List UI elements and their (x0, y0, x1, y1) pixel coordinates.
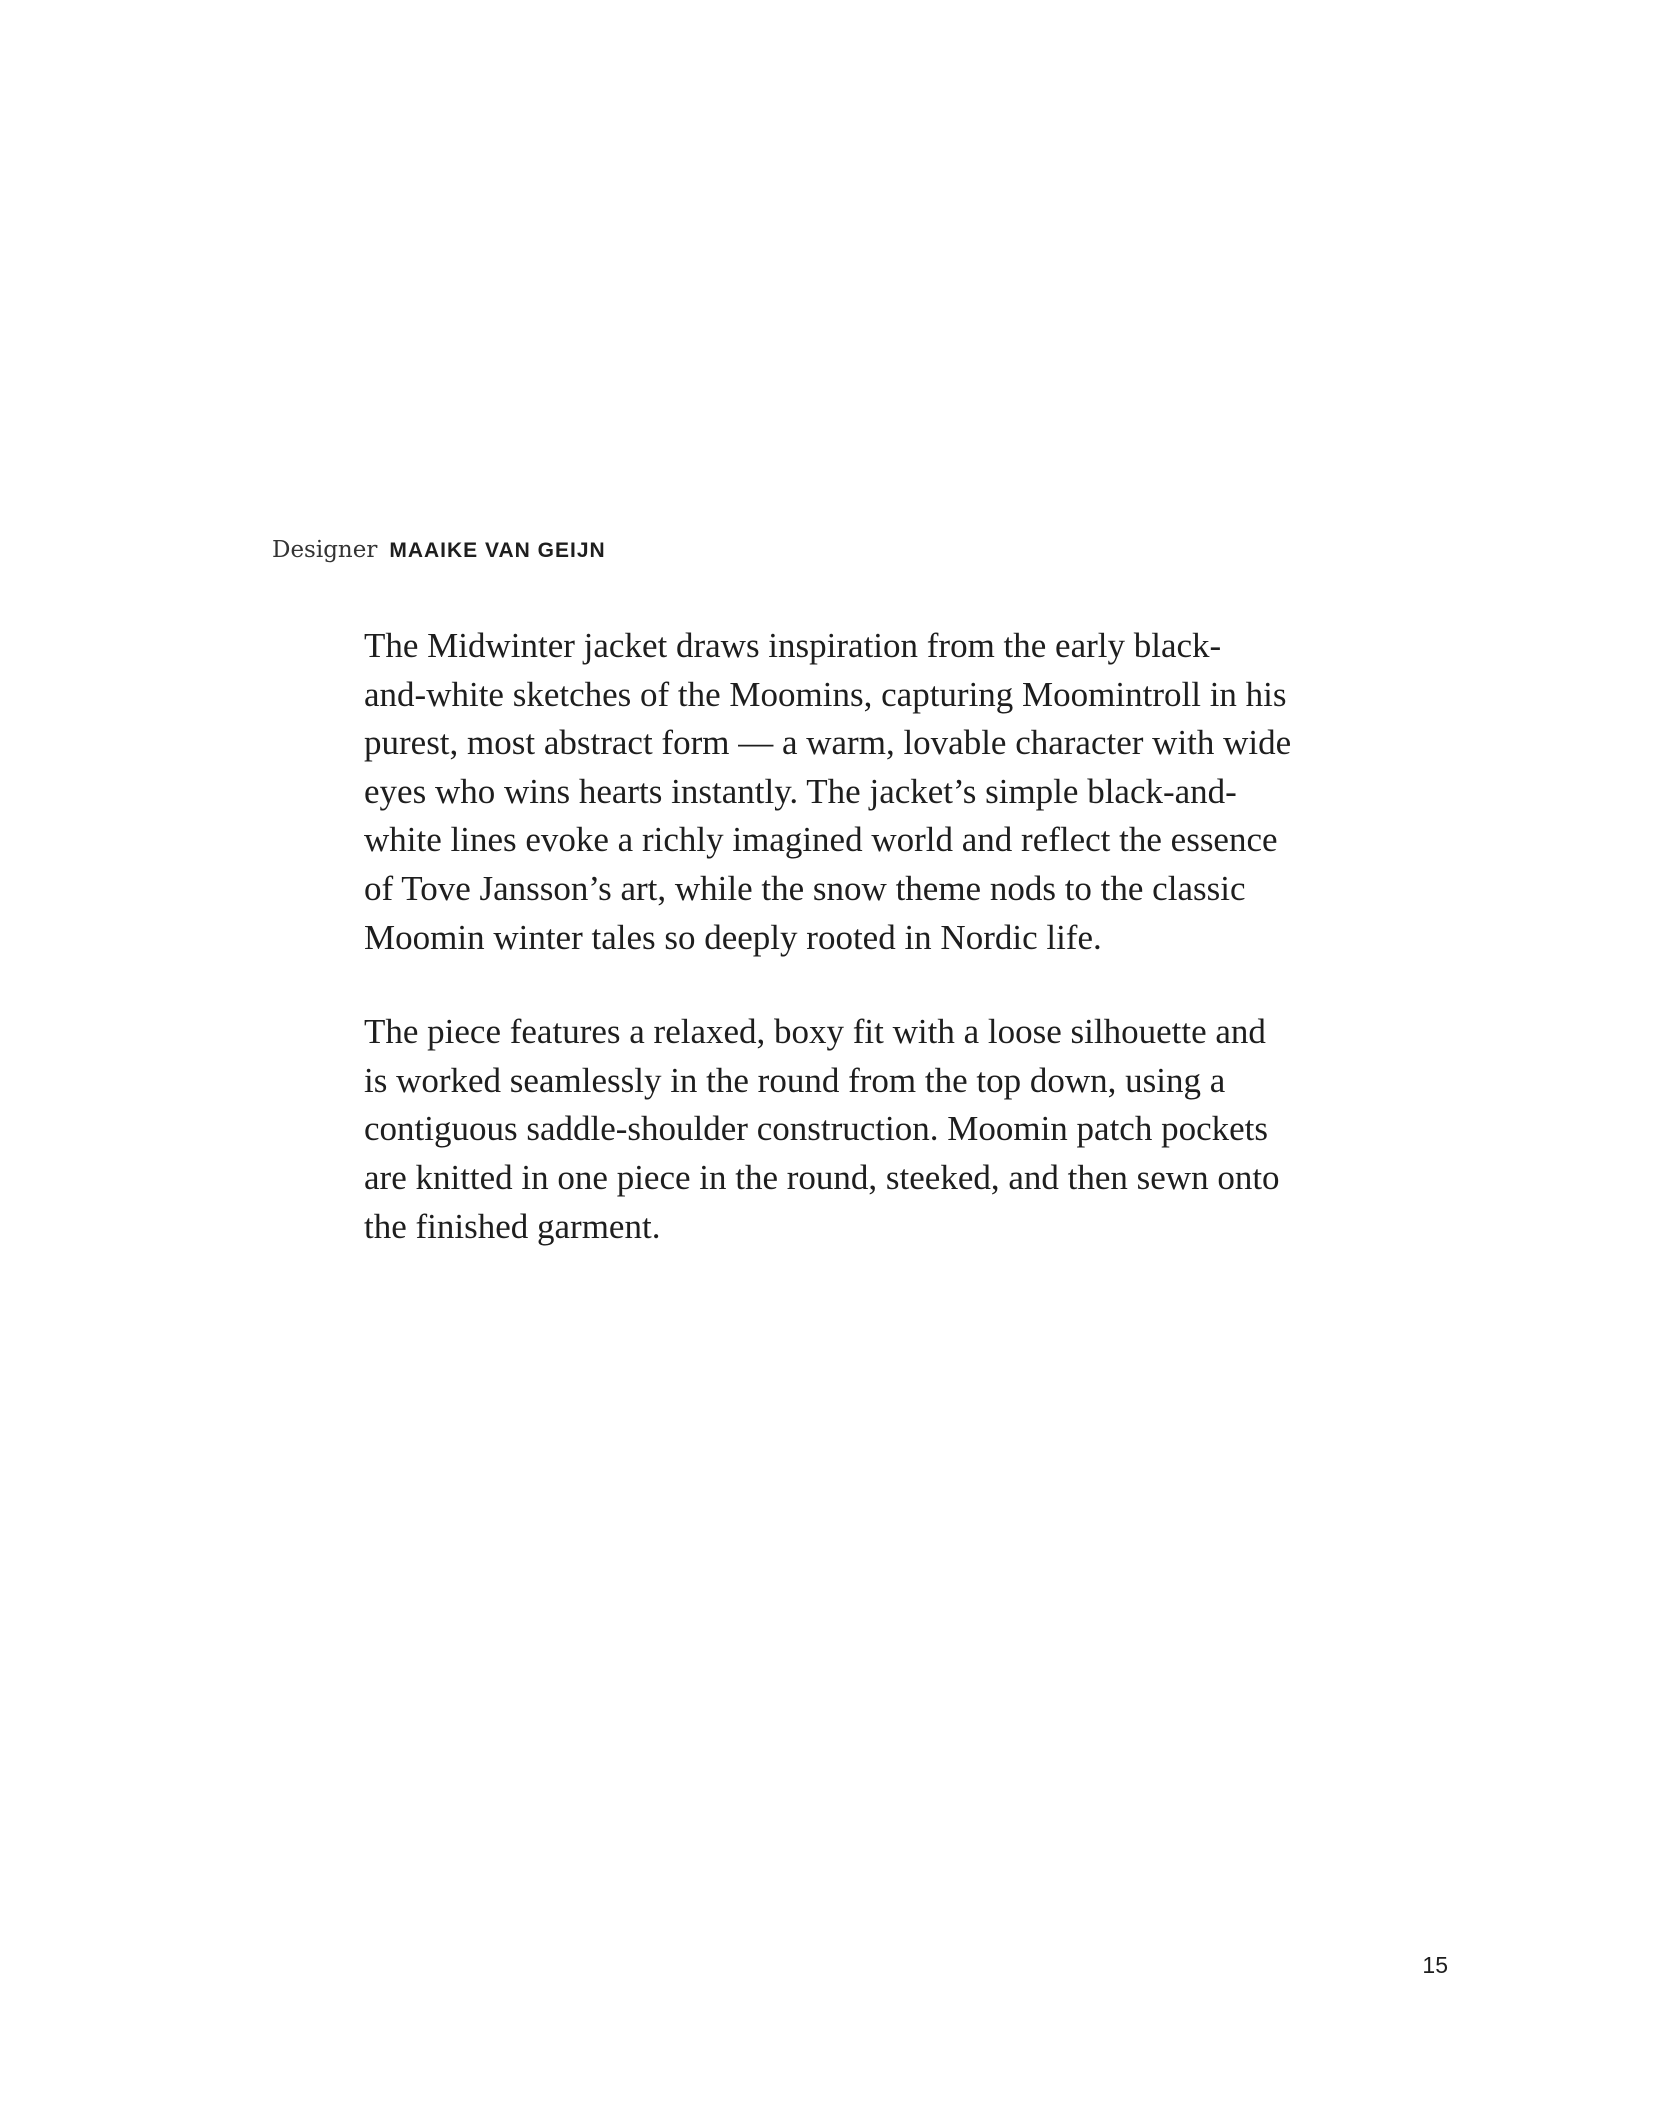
paragraph-intro (364, 622, 1344, 962)
text-line: white lines evoke a richly imagined world and reflect the essence (364, 820, 1278, 860)
text-line: the finished garment. (364, 1206, 661, 1246)
designer-credit (272, 536, 606, 567)
designer-name: MAAIKE VAN GEIJN (389, 539, 606, 562)
text-line: purest, most abstract form — a warm, lovable character with wide (364, 723, 1292, 763)
text-line: and-white sketches of the Moomins, capturing Moomintroll in his (364, 674, 1287, 714)
paragraph-construction (364, 1008, 1344, 1251)
text-line: contiguous saddle-shoulder construction. Moomin patch pockets (364, 1109, 1269, 1149)
text-line: The Midwinter jacket draws inspiration from the early black- (364, 626, 1222, 665)
body-text (364, 622, 1344, 1251)
text-line: is worked seamlessly in the round from the top down, using a (364, 1060, 1226, 1100)
text-line: Moomin winter tales so deeply rooted in Nordic life. (364, 917, 1102, 957)
text-line: eyes who wins hearts instantly. The jacket’s simple black-and- (364, 771, 1237, 811)
text-line: of Tove Jansson’s art, while the snow theme nods to the classic (364, 868, 1246, 908)
text-line: The piece features a relaxed, boxy fit with a loose silhouette and (364, 1012, 1266, 1052)
text-line: are knitted in one piece in the round, steeked, and then sewn onto (364, 1157, 1280, 1197)
designer-label: Designer (272, 537, 378, 563)
page-number: 15 (1422, 1952, 1448, 1978)
